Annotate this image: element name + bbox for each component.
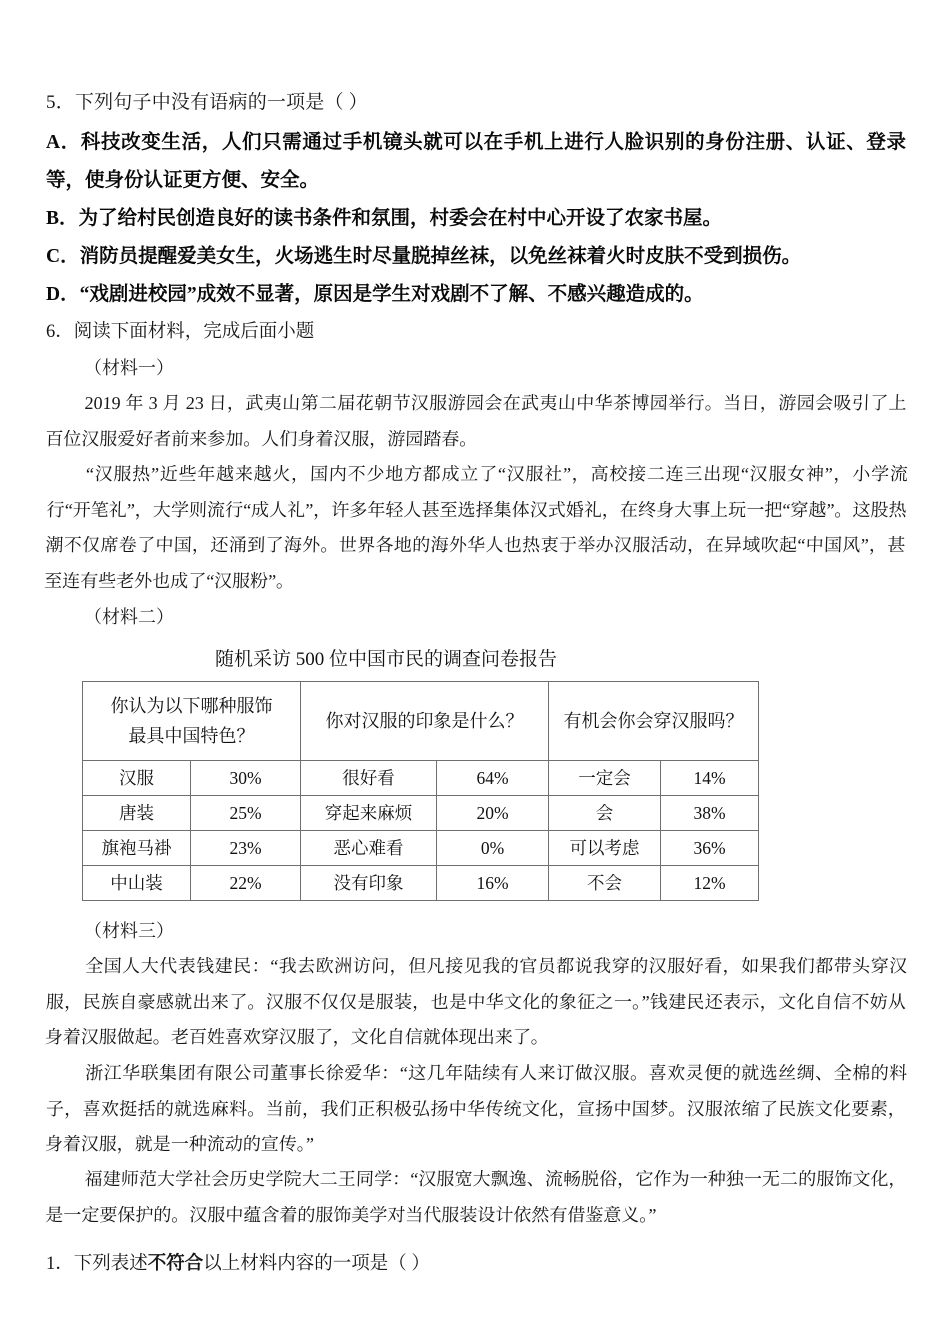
table-row bbox=[83, 761, 759, 796]
option-b[interactable] bbox=[46, 200, 906, 238]
table-row bbox=[83, 796, 759, 831]
survey-cell-r0c4: 一定会 bbox=[549, 761, 661, 796]
option-c-label: C． bbox=[46, 246, 80, 267]
survey-cell-r1c1: 25% bbox=[191, 796, 301, 831]
option-b-text: 为了给村民创造良好的读书条件和氛围，村委会在村中心开设了农家书屋。 bbox=[78, 208, 723, 229]
survey-cell-r2c1: 23% bbox=[191, 831, 301, 866]
question-6-stem: 6．阅读下面材料，完成后面小题 bbox=[46, 322, 315, 342]
option-d-text: “戏剧进校园”成效不显著，原因是学生对戏剧不了解、不感兴趣造成的。 bbox=[79, 284, 704, 305]
material-one-paragraph-1: 2019 年 3 月 23 日，武夷山第二届花朝节汉服游园会在武夷山中华茶博园举行。当日，游园会吸引了上百位汉服爱好者前来参加。人们身着汉服，游园踏春。 bbox=[45, 393, 907, 449]
table-row bbox=[83, 866, 759, 901]
table-row bbox=[83, 831, 759, 866]
survey-table-block bbox=[46, 645, 906, 901]
material-three-paragraph-1: 全国人大代表钱建民：“我去欧洲访问，但凡接见我的官员都说我穿的汉服好看，如果我们都带头穿汉服，民族自豪感就出来了。汉服不仅仅是服装，也是中华文化的象征之一。”钱建民还表示，文化自信不妨从身着汉服做起。老百姓喜欢穿汉服了，文化自信就体现出来了。 bbox=[44, 956, 908, 1047]
question-5-stem: 5．下列句子中没有语病的一项是（ ） bbox=[46, 92, 368, 113]
survey-cell-r3c4: 不会 bbox=[549, 866, 661, 901]
option-a-label: A． bbox=[46, 132, 81, 153]
survey-cell-r2c3: 0% bbox=[437, 831, 549, 866]
option-d[interactable] bbox=[46, 276, 906, 314]
survey-header-question-3: 有机会你会穿汉服吗？ bbox=[549, 682, 759, 761]
material-one-label: （材料一） bbox=[84, 358, 174, 378]
material-three-paragraph-3: 福建师范大学社会历史学院大二王同学：“汉服宽大飘逸、流畅脱俗，它作为一种独一无二的服饰文化，是一定要保护的。汉服中蕴含着的服饰美学对当代服装设计依然有借鉴意义。” bbox=[45, 1169, 907, 1225]
option-a[interactable] bbox=[46, 124, 906, 200]
material-three-label: （材料三） bbox=[84, 921, 174, 941]
option-d-label: D． bbox=[46, 284, 80, 305]
material-three-paragraph-2: 浙江华联集团有限公司董事长徐爱华：“这几年陆续有人来订做汉服。喜欢灵便的就选丝绸、全棉的料子，喜欢挺括的就选麻料。当前，我们正积极弘扬中华传统文化，宣扬中国梦。汉服浓缩了民族文化要素，身着汉服，就是一种流动的宣传。” bbox=[44, 1062, 908, 1154]
option-c-text: 消防员提醒爱美女生，火场逃生时尽量脱掉丝袜，以免丝袜着火时皮肤不受到损伤。 bbox=[79, 246, 802, 267]
survey-cell-r1c0: 唐装 bbox=[83, 796, 191, 831]
survey-header-question-1-line-1: 你认为以下哪种服饰 bbox=[110, 696, 273, 716]
survey-cell-r3c0: 中山装 bbox=[83, 866, 191, 901]
sub-question-1-suffix: 以上材料内容的一项是（ ） bbox=[203, 1254, 430, 1274]
sub-question-1-emphasis: 不符合 bbox=[147, 1254, 204, 1274]
survey-cell-r0c3: 64% bbox=[437, 761, 549, 796]
survey-cell-r3c3: 16% bbox=[437, 866, 549, 901]
survey-cell-r3c2: 没有印象 bbox=[301, 866, 437, 901]
survey-table-header-row bbox=[83, 682, 759, 761]
material-two-label: （材料二） bbox=[84, 607, 174, 627]
survey-cell-r1c4: 会 bbox=[549, 796, 661, 831]
table-bottom-spacer bbox=[46, 901, 906, 913]
survey-cell-r1c2: 穿起来麻烦 bbox=[301, 796, 437, 831]
survey-table-title: 随机采访 500 位中国市民的调查问卷报告 bbox=[214, 649, 557, 670]
option-a-text: 科技改变生活，人们只需通过手机镜头就可以在手机上进行人脸识别的身份注册、认证、登录等，使身份认证更方便、安全。 bbox=[46, 132, 906, 191]
material-one-paragraph-2: “汉服热”近些年越来越火，国内不少地方都成立了“汉服社”，高校接二连三出现“汉服女神”，小学流行“开笔礼”，大学则流行“成人礼”，许多年轻人甚至选择集体汉式婚礼，在终身大事上玩一把“穿越”。这股热潮不仅席卷了中国，还涌到了海外。世界各地的海外华人也热衷于举办汉服活动，在异域吹起“中国风”，甚至连有些老外也成了“汉服粉”。 bbox=[43, 464, 909, 591]
survey-cell-r1c3: 20% bbox=[437, 796, 549, 831]
survey-cell-r3c5: 12% bbox=[661, 866, 759, 901]
survey-cell-r2c5: 36% bbox=[661, 831, 759, 866]
survey-header-question-1 bbox=[83, 682, 301, 761]
survey-cell-r0c0: 汉服 bbox=[83, 761, 191, 796]
question-5-options bbox=[46, 124, 906, 314]
sub-question-1-prefix: 1．下列表述 bbox=[46, 1254, 148, 1274]
survey-cell-r2c2: 恶心难看 bbox=[301, 831, 437, 866]
survey-table bbox=[82, 681, 759, 901]
survey-cell-r2c4: 可以考虑 bbox=[549, 831, 661, 866]
survey-cell-r0c2: 很好看 bbox=[301, 761, 437, 796]
survey-cell-r3c1: 22% bbox=[191, 866, 301, 901]
page-content bbox=[43, 84, 909, 1281]
survey-cell-r0c1: 30% bbox=[191, 761, 301, 796]
sub-question-1 bbox=[46, 1247, 906, 1281]
survey-header-question-2: 你对汉服的印象是什么？ bbox=[301, 682, 549, 761]
option-b-label: B． bbox=[46, 208, 79, 229]
survey-cell-r0c5: 14% bbox=[661, 761, 759, 796]
survey-header-question-1-line-2: 最具中国特色？ bbox=[128, 726, 255, 746]
survey-cell-r1c5: 38% bbox=[661, 796, 759, 831]
option-c[interactable] bbox=[46, 238, 906, 276]
survey-cell-r2c0: 旗袍马褂 bbox=[83, 831, 191, 866]
